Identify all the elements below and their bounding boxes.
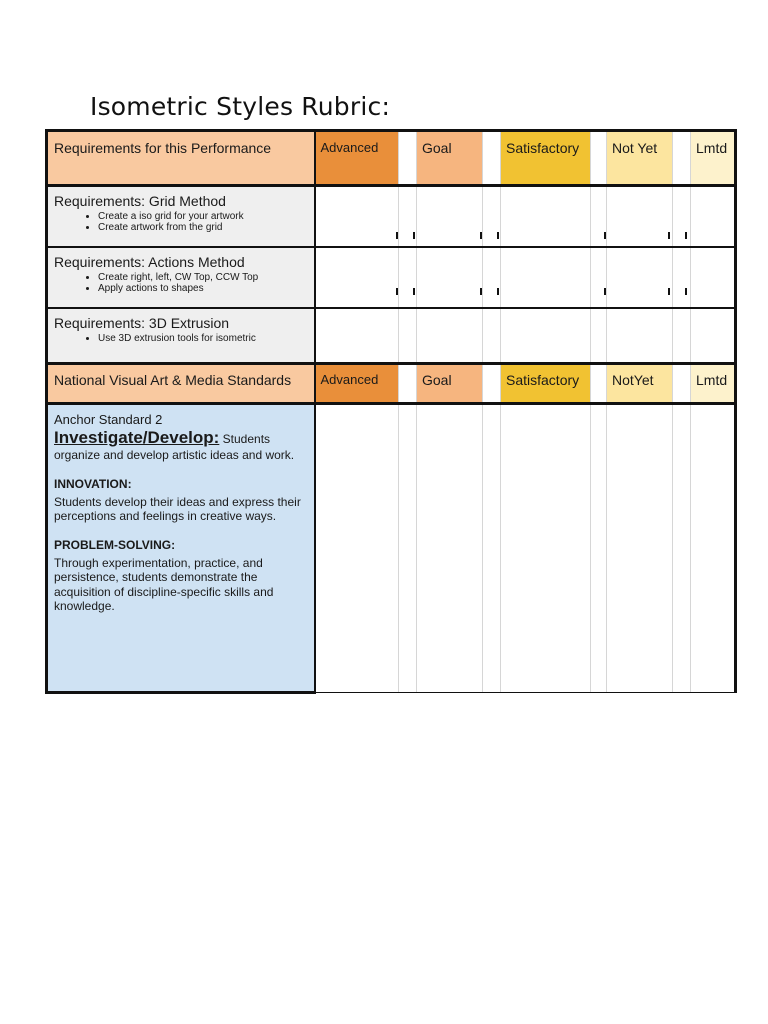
score-spacer [591,247,607,308]
requirement-cell [47,186,315,248]
anchor-description: organize and develop artistic ideas and work. [54,448,295,462]
grid-tick [604,232,606,239]
requirement-title: Requirements: 3D Extrusion [54,315,230,331]
grid-tick [480,288,482,295]
grid-tick [668,288,670,295]
score-spacer [483,308,501,364]
score-cell[interactable] [691,308,736,364]
problem-solving-label: PROBLEM-SOLVING [54,537,172,552]
anchor-heading: Investigate/Develop: [54,428,220,447]
requirement-title: Requirements: Actions Method [54,254,245,270]
standards-not-yet: NotYet [607,364,673,404]
score-cell[interactable] [607,404,673,693]
requirement-cell [47,308,315,364]
anchor-standard-cell: Anchor Standard 2 Investigate/Develop: Students organize and develop artistic ideas and work. INNOVATION: Students develop their ideas and express their perceptions and feelings in creative ways. PROBLEM-SOLVING: Through experimentation, practice, and persistence, students demonstrate the acquisition of discipline-specific skills and knowledge. [47,404,315,693]
score-spacer [483,247,501,308]
standards-satisfactory: Satisfactory [501,364,591,404]
page-title: Isometric Styles Rubric: [90,92,391,121]
score-cell[interactable] [315,404,399,693]
header-row [47,131,736,186]
score-cell[interactable] [417,247,483,308]
standards-advanced: Advanced [315,364,399,404]
header-spacer [399,364,417,404]
rubric-table [45,129,737,694]
requirement-cell [47,247,315,308]
score-cell[interactable] [315,308,399,364]
requirement-row [47,308,736,364]
score-spacer [591,308,607,364]
score-spacer [483,404,501,693]
requirement-bullet: • Create a iso grid for your artwork [98,211,308,222]
score-cell[interactable] [417,186,483,248]
header-spacer [483,364,501,404]
standards-goal: Goal [417,364,483,404]
requirement-bullet: • Apply actions to shapes [98,283,308,294]
grid-tick [604,288,606,295]
anchor-heading-rest: Students [219,432,271,446]
score-cell[interactable] [691,247,736,308]
score-cell[interactable] [607,186,673,248]
grid-tick [396,288,398,295]
grid-tick [396,232,398,239]
score-spacer [673,308,691,364]
header-goal: Goal [417,131,483,186]
score-cell[interactable] [501,186,591,248]
header-advanced: Advanced [315,131,399,186]
innovation-text: Students develop their ideas and express their perceptions and feelings in creative ways. [54,494,301,523]
standards-limited: Lmtd [691,364,736,404]
score-cell[interactable] [417,404,483,693]
score-spacer [673,404,691,693]
header-spacer [483,131,501,186]
header-spacer [673,364,691,404]
header-spacer [399,131,417,186]
header-limited: Lmtd [691,131,736,186]
score-cell[interactable] [691,404,736,693]
header-spacer [591,364,607,404]
grid-tick [413,232,415,239]
requirement-bullet: • Create artwork from the grid [98,222,308,233]
requirement-row [47,186,736,248]
grid-tick [497,288,499,295]
grid-tick [668,232,670,239]
score-spacer [399,247,417,308]
score-cell[interactable] [315,247,399,308]
grid-tick [685,232,687,239]
anchor-standard-number: Anchor Standard 2 [54,412,163,427]
header-label: Requirements for this Performance [47,131,315,186]
score-cell[interactable] [315,186,399,248]
innovation-label: INNOVATION [54,476,128,491]
header-not-yet: Not Yet [607,131,673,186]
header-satisfactory: Satisfactory [501,131,591,186]
score-spacer [591,404,607,693]
score-cell[interactable] [501,247,591,308]
score-cell[interactable] [607,247,673,308]
requirement-title: Requirements: Grid Method [54,193,226,209]
requirement-bullet: • Create right, left, CW Top, CCW Top [98,272,308,283]
score-spacer [399,308,417,364]
score-spacer [673,247,691,308]
score-cell[interactable] [607,308,673,364]
standards-label: National Visual Art & Media Standards [47,364,315,404]
score-spacer [673,186,691,248]
score-cell[interactable] [691,186,736,248]
grid-tick [480,232,482,239]
grid-tick [497,232,499,239]
header-spacer [591,131,607,186]
score-spacer [399,404,417,693]
problem-solving-text: Through experimentation, practice, and persistence, students demonstrate the acquisition of discipline-specific skills and knowledge. [54,555,274,613]
score-cell[interactable] [501,308,591,364]
score-cell[interactable] [417,308,483,364]
grid-tick [413,288,415,295]
anchor-standard-row [47,404,736,693]
requirement-bullet: • Use 3D extrusion tools for isometric [98,333,308,344]
grid-tick [685,288,687,295]
header-spacer [673,131,691,186]
score-cell[interactable] [501,404,591,693]
standards-header-row [47,364,736,404]
requirement-row [47,247,736,308]
